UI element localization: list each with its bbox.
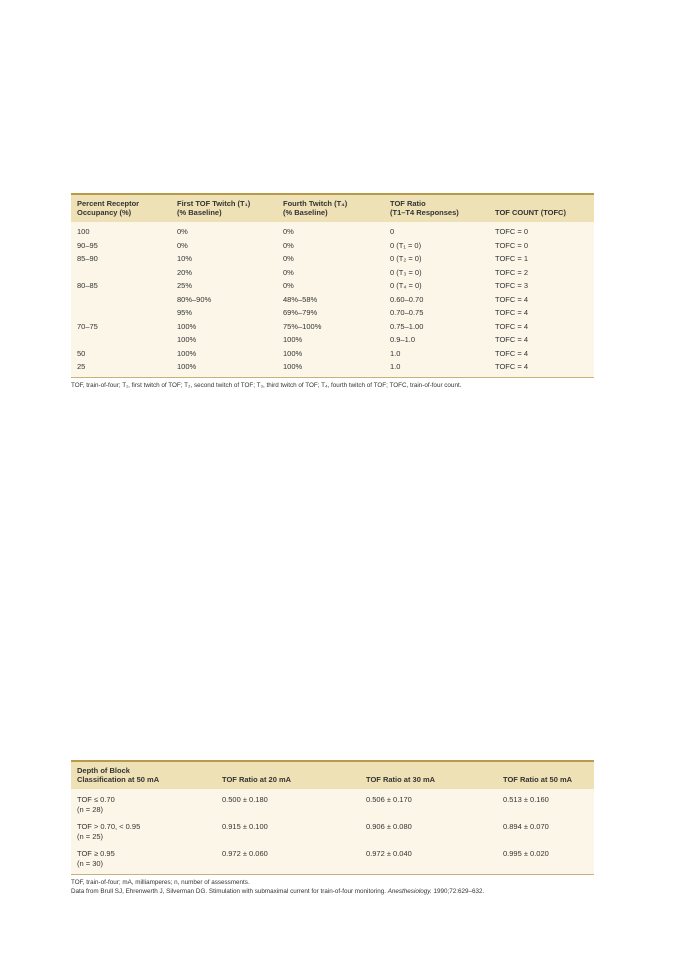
table-cell: 0.9–1.0 bbox=[390, 335, 416, 344]
table-cell: 25 bbox=[77, 362, 86, 371]
tof-occupancy-table-block bbox=[71, 193, 594, 390]
table-cell: TOF ≤ 0.70 (n = 28) bbox=[77, 795, 115, 814]
column-header: TOF Ratio at 50 mA bbox=[497, 762, 594, 789]
table-cell: 0.894 ± 0.070 bbox=[503, 822, 549, 831]
source-citation-details: 1990;72:629–632. bbox=[431, 888, 485, 895]
table-cell: 80%–90% bbox=[177, 294, 212, 304]
table-cell: TOF ≥ 0.95 (n = 30) bbox=[77, 849, 115, 868]
table-cell: 90–95 bbox=[77, 240, 98, 250]
table-cell: 95% bbox=[177, 308, 193, 317]
source-citation-text: Data from Brull SJ, Ehrenwerth J, Silverman DG. Stimulation with submaximal current for train-of-four monitoring. bbox=[71, 888, 388, 895]
table-cell: 0 (T₄ = 0) bbox=[390, 281, 422, 290]
table-cell: 0% bbox=[283, 227, 294, 236]
table-cell: 0 bbox=[390, 227, 395, 236]
table-row bbox=[71, 239, 594, 253]
table-bottom-rule bbox=[71, 377, 594, 378]
table-row bbox=[71, 360, 594, 377]
table-footnote: TOF, train-of-four; T₁, first twitch of TOF; T₂, second twitch of TOF; T₃, third twitch of TOF; T₄, fourth twitch of TOF; TOFC, train-of-four count. bbox=[71, 381, 462, 389]
table-footnote-source bbox=[71, 887, 594, 896]
table-cell: 100% bbox=[177, 362, 197, 371]
table-row bbox=[71, 252, 594, 266]
table-cell: 1.0 bbox=[390, 348, 401, 358]
column-header: TOF Ratio at 30 mA bbox=[360, 762, 497, 789]
table-cell bbox=[71, 306, 171, 320]
table-header-row bbox=[71, 762, 594, 789]
column-header: Fourth Twitch (T₄) (% Baseline) bbox=[277, 195, 384, 222]
table-cell: TOF > 0.70, < 0.95 (n = 25) bbox=[77, 822, 141, 841]
table-cell: TOFC = 2 bbox=[495, 267, 528, 277]
table-row bbox=[71, 266, 594, 280]
table-cell: 0.915 ± 0.100 bbox=[222, 822, 268, 831]
table-row bbox=[71, 347, 594, 361]
table-cell: TOFC = 1 bbox=[495, 254, 528, 263]
table-cell: 100% bbox=[177, 321, 197, 331]
table-cell: 10% bbox=[177, 254, 193, 263]
column-header: Depth of Block Classification at 50 mA bbox=[71, 762, 216, 789]
table-cell bbox=[71, 333, 171, 347]
table-cell bbox=[71, 293, 171, 307]
table-cell: 100% bbox=[283, 348, 303, 358]
table-cell: TOFC = 4 bbox=[495, 362, 528, 371]
table-row bbox=[71, 818, 594, 845]
tof-current-table bbox=[71, 762, 594, 874]
table-cell: TOFC = 4 bbox=[495, 294, 528, 304]
table-cell: TOFC = 4 bbox=[495, 335, 528, 344]
table-cell: TOFC = 3 bbox=[495, 281, 528, 290]
column-header: TOF COUNT (TOFC) bbox=[489, 195, 594, 222]
table-row bbox=[71, 789, 594, 818]
table-row bbox=[71, 845, 594, 874]
table-cell: 25% bbox=[177, 281, 193, 290]
table-cell: 0.60–0.70 bbox=[390, 294, 424, 304]
table-row bbox=[71, 320, 594, 334]
table-cell: TOFC = 4 bbox=[495, 321, 528, 331]
column-header: TOF Ratio at 20 mA bbox=[216, 762, 360, 789]
tof-occupancy-table bbox=[71, 195, 594, 377]
table-cell: 100% bbox=[177, 348, 197, 358]
table-footnote-abbreviations: TOF, train-of-four; mA, milliamperes; n, number of assessments. bbox=[71, 879, 250, 886]
table-cell: 0.513 ± 0.160 bbox=[503, 795, 549, 804]
table-cell: 48%–58% bbox=[283, 294, 318, 304]
table-cell: TOFC = 0 bbox=[495, 227, 528, 236]
table-cell: 0.500 ± 0.180 bbox=[222, 795, 268, 804]
table-cell: 20% bbox=[177, 267, 193, 277]
table-cell: 80–85 bbox=[77, 281, 98, 290]
column-header: Percent Receptor Occupancy (%) bbox=[71, 195, 171, 222]
table-cell: 0% bbox=[283, 267, 294, 277]
table-cell: TOFC = 4 bbox=[495, 348, 528, 358]
table-header-row bbox=[71, 195, 594, 222]
table-row bbox=[71, 279, 594, 293]
table-cell: 0.995 ± 0.020 bbox=[503, 849, 549, 858]
table-cell: 0% bbox=[177, 227, 188, 236]
table-cell: 0.972 ± 0.040 bbox=[366, 849, 412, 858]
table-cell: 0.506 ± 0.170 bbox=[366, 795, 412, 804]
table-cell: 0% bbox=[177, 240, 188, 250]
table-cell: 0 (T₃ = 0) bbox=[390, 267, 422, 277]
table-cell: 0.75–1.00 bbox=[390, 321, 424, 331]
table-cell: 50 bbox=[77, 348, 86, 358]
table-cell: 0 (T₂ = 0) bbox=[390, 254, 422, 263]
table-cell bbox=[71, 266, 171, 280]
table-cell: 85–90 bbox=[77, 254, 98, 263]
table-cell: TOFC = 4 bbox=[495, 308, 528, 317]
table-bottom-rule bbox=[71, 874, 594, 875]
source-journal-name: Anesthesiology. bbox=[387, 888, 432, 895]
table-cell: 0.906 ± 0.080 bbox=[366, 822, 412, 831]
table-row bbox=[71, 222, 594, 239]
table-cell: 100% bbox=[283, 335, 303, 344]
tof-current-table-block bbox=[71, 760, 594, 896]
table-cell: 0 (T₁ = 0) bbox=[390, 240, 422, 250]
table-cell: 70–75 bbox=[77, 321, 98, 331]
column-header: First TOF Twitch (T₁) (% Baseline) bbox=[171, 195, 277, 222]
column-header: TOF Ratio (T1–T4 Responses) bbox=[384, 195, 489, 222]
table-cell: TOFC = 0 bbox=[495, 240, 528, 250]
table-cell: 100 bbox=[77, 227, 90, 236]
table-cell: 0% bbox=[283, 281, 294, 290]
table-cell: 0% bbox=[283, 254, 294, 263]
table-cell: 0% bbox=[283, 240, 294, 250]
table-row bbox=[71, 306, 594, 320]
table-row bbox=[71, 293, 594, 307]
table-cell: 69%–79% bbox=[283, 308, 318, 317]
table-row bbox=[71, 333, 594, 347]
table-cell: 100% bbox=[283, 362, 303, 371]
table-cell: 1.0 bbox=[390, 362, 401, 371]
table-cell: 75%–100% bbox=[283, 321, 322, 331]
table-cell: 100% bbox=[177, 335, 197, 344]
table-cell: 0.972 ± 0.060 bbox=[222, 849, 268, 858]
table-cell: 0.70–0.75 bbox=[390, 308, 424, 317]
